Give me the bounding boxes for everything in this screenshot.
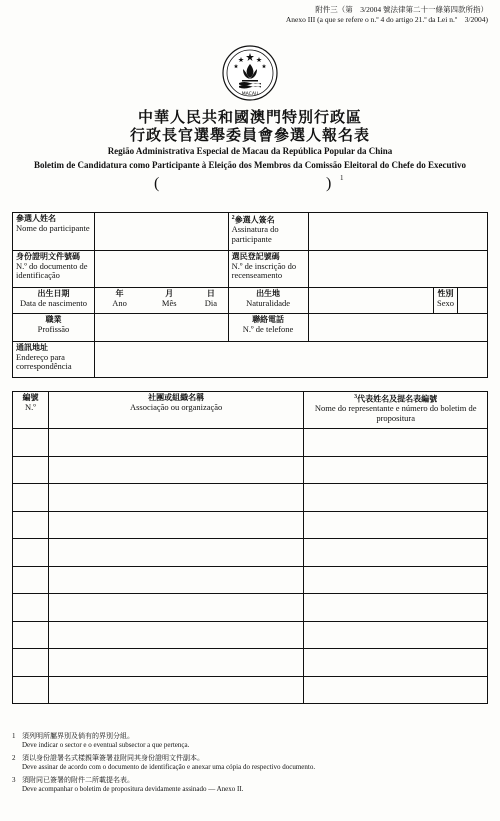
svg-text:MACAU: MACAU xyxy=(241,92,259,97)
row-representative-cell[interactable] xyxy=(304,594,488,622)
macau-emblem-icon xyxy=(221,44,279,102)
address-field[interactable] xyxy=(94,342,487,378)
paren-open: ( xyxy=(154,175,160,192)
address-label: 通訊地址 Endereço para correspondência xyxy=(13,342,95,378)
applicant-info-table xyxy=(12,212,488,378)
signature-label: $^2$參選人簽名 Assinatura do participante xyxy=(228,213,308,251)
row-number-cell[interactable] xyxy=(13,676,49,704)
row-organization-cell[interactable] xyxy=(48,621,303,649)
table-row xyxy=(13,429,488,457)
footnote-1: 1 須列明所屬界別及倘有的界別分組。 Deve indicar o sector e o eventual subsector a que pertença. xyxy=(12,732,190,749)
table-row xyxy=(13,621,488,649)
row-number-cell[interactable] xyxy=(13,429,49,457)
row-organization-cell[interactable] xyxy=(48,649,303,677)
row-number-cell[interactable] xyxy=(13,484,49,512)
footnote-3: 3 須附同已簽署的附件二所載提名表。 Deve acompanhar o boletim de propositura devidamente assinado — Anexo II. xyxy=(12,776,244,793)
row-organization-cell[interactable] xyxy=(48,511,303,539)
phone-field[interactable] xyxy=(308,314,487,342)
row-representative-cell[interactable] xyxy=(304,539,488,567)
sex-field[interactable] xyxy=(458,288,488,314)
title-pt-line1: Região Administrativa Especial de Macau da República Popular da China xyxy=(107,146,393,156)
birth-date-label: 出生日期 Data de nascimento xyxy=(13,288,95,314)
col-organization-header: 社團或組織名稱 Associação ou organização xyxy=(48,392,303,429)
row-number-cell[interactable] xyxy=(13,566,49,594)
row-number-cell[interactable] xyxy=(13,621,49,649)
row-representative-cell[interactable] xyxy=(304,511,488,539)
row-number-cell[interactable] xyxy=(13,511,49,539)
id-doc-field[interactable] xyxy=(94,251,228,288)
table-row xyxy=(13,484,488,512)
title-cn-line2: 行政長官選舉委員會參選人報名表 xyxy=(129,128,370,144)
table-row xyxy=(13,676,488,704)
annex-header xyxy=(286,5,488,25)
row-organization-cell[interactable] xyxy=(48,484,303,512)
row-organization-cell[interactable] xyxy=(48,539,303,567)
profession-field[interactable] xyxy=(94,314,228,342)
sex-label: 性別 Sexo xyxy=(434,288,458,314)
row-number-cell[interactable] xyxy=(13,594,49,622)
paren-footnote-ref: 1 xyxy=(340,174,344,182)
row-organization-cell[interactable] xyxy=(48,429,303,457)
profession-label: 職業 Profissão xyxy=(13,314,95,342)
table-row xyxy=(13,539,488,567)
id-doc-label: 身份證明文件號碼 N.º do documento de identificação xyxy=(13,251,95,288)
table-row xyxy=(13,511,488,539)
title-cn-line1: 中華人民共和國澳門特別行政區 xyxy=(137,110,362,126)
row-number-cell[interactable] xyxy=(13,456,49,484)
table-row xyxy=(13,649,488,677)
col-representative-header: $^3$代表姓名及提名表編號 Nome do representante e número do boletim de propositura xyxy=(304,392,488,429)
row-representative-cell[interactable] xyxy=(304,429,488,457)
paren-close: ) xyxy=(326,175,332,192)
row-number-cell[interactable] xyxy=(13,539,49,567)
row-organization-cell[interactable] xyxy=(48,676,303,704)
name-label: 參選人姓名 Nome do participante xyxy=(13,213,95,251)
birthplace-field[interactable] xyxy=(308,288,434,314)
row-representative-cell[interactable] xyxy=(304,621,488,649)
row-organization-cell[interactable] xyxy=(48,594,303,622)
organization-table xyxy=(12,391,488,704)
birth-month-field[interactable]: 月 Mês xyxy=(144,288,194,314)
row-representative-cell[interactable] xyxy=(304,566,488,594)
voter-reg-label: 選民登記號碼 N.º de inscrição do recenseamento xyxy=(228,251,308,288)
signature-field[interactable] xyxy=(308,213,487,251)
annex-header-pt: Anexo III (a que se refere o n.º 4 do artigo 21.º da Lei n.º 3/2004) xyxy=(285,15,488,24)
row-organization-cell[interactable] xyxy=(48,456,303,484)
row-representative-cell[interactable] xyxy=(304,456,488,484)
title-pt-line2: Boletim de Candidatura como Participante à Eleição dos Membros da Comissão Eleitoral do Chefe do Executivo xyxy=(33,160,467,170)
col-number-header: 編號 N.º xyxy=(13,392,49,429)
row-organization-cell[interactable] xyxy=(48,566,303,594)
row-representative-cell[interactable] xyxy=(304,484,488,512)
row-representative-cell[interactable] xyxy=(304,649,488,677)
birthplace-label: 出生地 Naturalidade xyxy=(228,288,308,314)
table-row xyxy=(13,566,488,594)
row-representative-cell[interactable] xyxy=(304,676,488,704)
row-number-cell[interactable] xyxy=(13,649,49,677)
voter-reg-field[interactable] xyxy=(308,251,487,288)
birth-year-field[interactable]: 年 Ano xyxy=(94,288,144,314)
table-row xyxy=(13,594,488,622)
birth-day-field[interactable]: 日 Dia xyxy=(194,288,228,314)
name-field[interactable] xyxy=(94,213,228,251)
phone-label: 聯絡電話 N.º de telefone xyxy=(228,314,308,342)
table-row xyxy=(13,456,488,484)
annex-header-cn: 附件三（第 3/2004 號法律第二十一條第四款所指） xyxy=(315,5,488,14)
footnote-2: 2 須以身份證署名式樣親筆簽署並附同其身份證明文件副本。 Deve assinar de acordo com o documento de identificação e anexar uma cópia do respectivo documento. xyxy=(12,754,316,771)
